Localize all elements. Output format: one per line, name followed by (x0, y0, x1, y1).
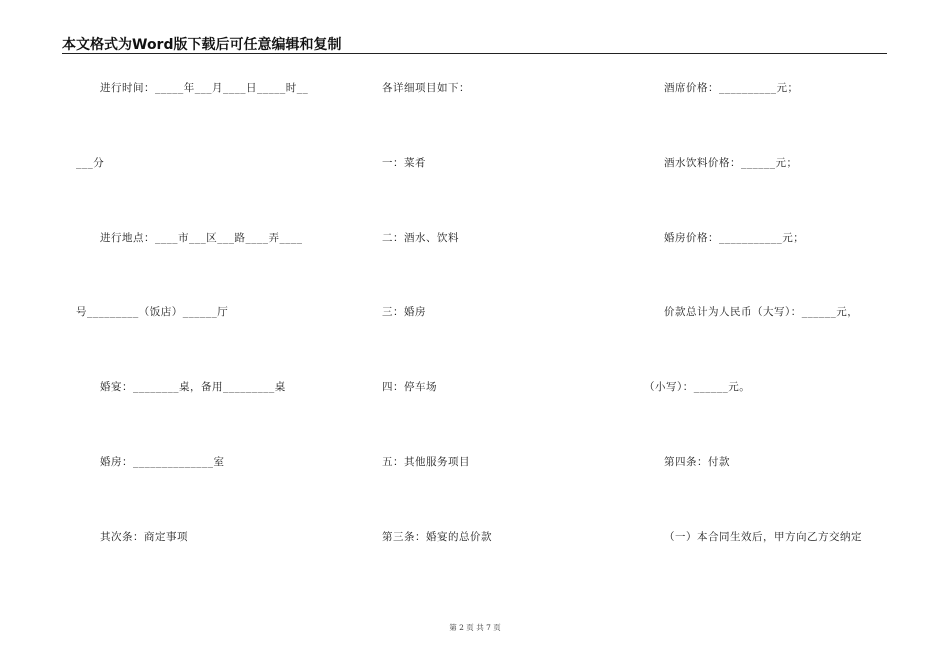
text-line: 各详细项目如下： (382, 82, 470, 94)
text-line: 酒席价格：__________元； (664, 82, 799, 94)
text-line: 酒水饮料价格：______元； (664, 157, 798, 169)
text-line: 二：酒水、饮料 (382, 232, 459, 244)
text-line: 婚房：______________室 (100, 456, 225, 468)
text-line: ___分 (76, 157, 105, 169)
text-line: 四：停车场 (382, 381, 437, 393)
text-line: 其次条：商定事项 (100, 531, 188, 543)
text-line: 五：其他服务项目 (382, 456, 470, 468)
document-header-title: 本文格式为Word版下载后可任意编辑和复制 (62, 37, 342, 53)
text-line: 婚宴：________桌，备用_________桌 (100, 381, 286, 393)
text-line: 三：婚房 (382, 306, 426, 318)
text-line: 第三条：婚宴的总价款 (382, 531, 492, 543)
text-line: 第四条：付款 (664, 456, 730, 468)
header-divider (62, 53, 887, 54)
text-line: 婚房价格：___________元； (664, 232, 805, 244)
page-number: 第 2 页 共 7 页 (449, 623, 501, 632)
text-line: 进行地点：____市___区___路____弄____ (100, 232, 303, 244)
text-line: 一：菜肴 (382, 157, 426, 169)
text-line: （小写）：______元。 (644, 381, 751, 393)
text-line: 号_________（饭店）______厅 (76, 306, 229, 318)
text-line: （一）本合同生效后，甲方向乙方交纳定 (664, 531, 862, 543)
text-line: 进行时间：_____年___月____日_____时__ (100, 82, 309, 94)
text-line: 价款总计为人民币（大写）：______元， (664, 306, 859, 318)
